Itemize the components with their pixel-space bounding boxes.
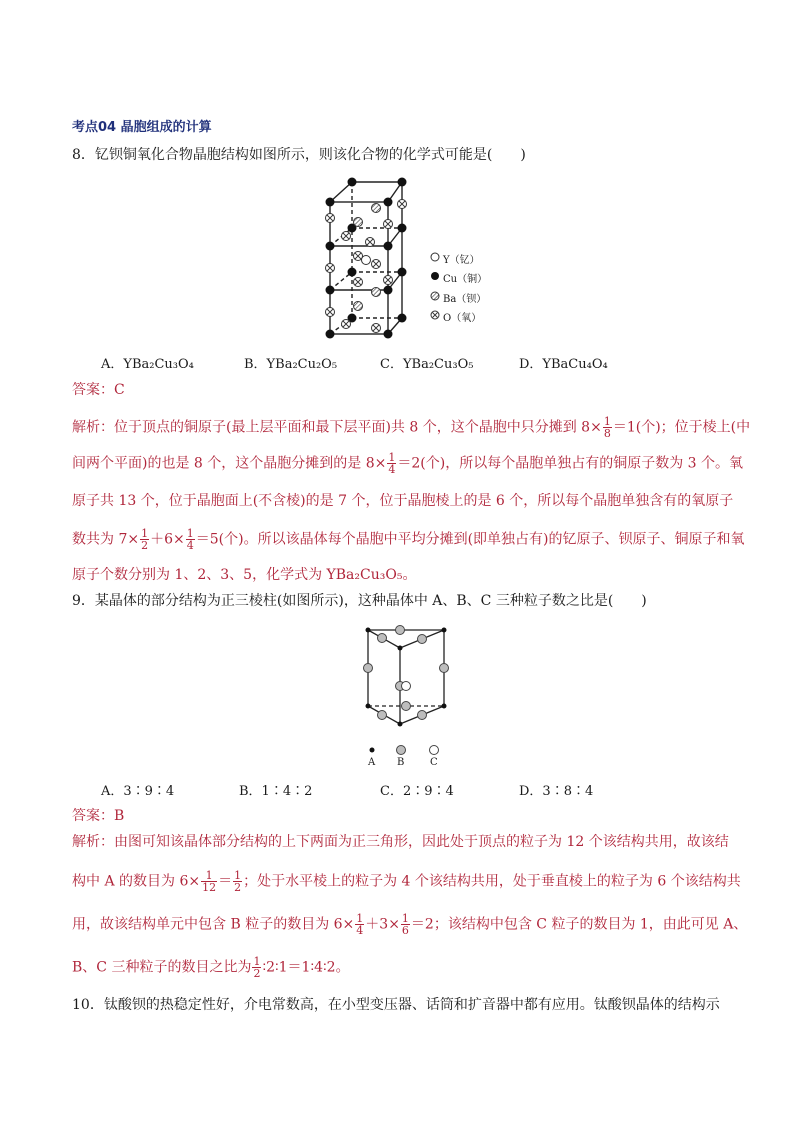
q9-legend-c: C xyxy=(430,757,438,768)
q8-analysis-text: ＝2(个)，所以每个晶胞单独占有的铜原子数为 3 个。氧 xyxy=(397,455,743,472)
q8-option-c: C．YBa₂Cu₃O₅ xyxy=(380,357,474,372)
q8-fraction-1-4 xyxy=(387,452,396,475)
q8-crystal-diagram xyxy=(318,172,418,344)
q9-analysis-text: ＋3× xyxy=(365,916,400,933)
q8-legend-cu: Cu（铜） xyxy=(443,274,488,285)
q9-analysis-line-4 xyxy=(72,956,350,979)
q8-legend-ba: Ba（钡） xyxy=(443,294,487,305)
fraction-numerator: 1 xyxy=(253,955,261,968)
q9-option-c: C．2∶9∶4 xyxy=(380,784,454,799)
q8-answer xyxy=(72,381,125,399)
q9-legend-b: B xyxy=(397,757,405,768)
fraction-numerator: 1 xyxy=(401,912,409,925)
q9-fraction-1-2 xyxy=(233,870,242,893)
q9-analysis-text: ∶2∶1＝1∶4∶2。 xyxy=(262,959,350,976)
fraction-denominator: 6 xyxy=(401,924,409,937)
q8-fraction-1-8 xyxy=(603,416,612,439)
q9-analysis-text: ＝ xyxy=(218,873,233,890)
q9-analysis-line-3 xyxy=(72,913,747,936)
q8-legend-icons xyxy=(428,250,442,322)
q9-stem: 9．某晶体的部分结构为正三棱柱(如图所示)，这种晶体中 A、B、C 三种粒子数之比是( ) xyxy=(72,593,647,609)
section-title: 考点04 晶胞组成的计算 xyxy=(72,120,212,135)
q9-fraction-1-4 xyxy=(355,913,364,936)
q9-answer-label: 答案： xyxy=(72,808,114,824)
q9-analysis-text: 构中 A 的数目为 6× xyxy=(72,873,201,890)
q9-answer-value: B xyxy=(114,808,125,824)
q9-legend-a: A xyxy=(368,757,376,768)
q9-analysis-text: ；处于水平棱上的粒子为 4 个该结构共用，处于垂直棱上的粒子为 6 个该结构共 xyxy=(243,873,741,890)
q8-analysis-text: ＝5(个)。所以该晶体每个晶胞中平均分摊到(即单独占有)的钇原子、钡原子、铜原子和氧 xyxy=(195,531,745,548)
fraction-denominator: 2 xyxy=(234,881,242,894)
fraction-numerator: 1 xyxy=(388,451,396,464)
q8-analysis-text: 解析：位于顶点的铜原子(最上层平面和最下层平面)共 8 个，这个晶胞中只分摊到 8× xyxy=(72,419,602,436)
q9-legend-icons xyxy=(365,743,445,757)
q9-analysis-text: 用，故该结构单元中包含 B 粒子的数目为 6× xyxy=(72,916,355,933)
q9-option-d: D．3∶8∶4 xyxy=(519,784,594,799)
q8-answer-label: 答案： xyxy=(72,382,114,398)
fraction-denominator: 4 xyxy=(388,463,396,476)
q8-analysis-line-2 xyxy=(72,452,743,475)
fraction-denominator: 2 xyxy=(253,967,261,980)
q8-analysis-line-5: 原子个数分别为 1、2、3、5，化学式为 YBa₂Cu₃O₅。 xyxy=(72,567,417,583)
q8-analysis-line-4 xyxy=(72,528,745,551)
q8-option-d: D．YBaCu₄O₄ xyxy=(519,357,608,372)
fraction-denominator: 2 xyxy=(141,539,149,552)
q9-prism-diagram xyxy=(360,624,452,734)
q8-fraction-1-2 xyxy=(140,528,149,551)
q8-option-a: A．YBa₂Cu₃O₄ xyxy=(101,357,194,372)
fraction-numerator: 1 xyxy=(141,527,149,540)
q8-option-b: B．YBa₂Cu₂O₅ xyxy=(244,357,338,372)
fraction-denominator: 12 xyxy=(202,881,217,894)
fraction-numerator: 1 xyxy=(234,869,242,882)
q9-option-a: A．3∶9∶4 xyxy=(101,784,175,799)
fraction-denominator: 4 xyxy=(356,924,364,937)
fraction-numerator: 1 xyxy=(201,870,217,882)
q8-analysis-line-1 xyxy=(72,416,750,439)
q9-analysis-line-2 xyxy=(72,870,741,893)
fraction-denominator: 4 xyxy=(186,539,194,552)
q8-analysis-line-3: 原子共 13 个，位于晶胞面上(不含棱)的是 7 个，位于晶胞棱上的是 6 个，所以每个晶胞单独含有的氧原子 xyxy=(72,493,734,509)
q8-analysis-text: 间两个平面)的也是 8 个，这个晶胞分摊到的是 8× xyxy=(72,455,387,472)
q9-fraction-1-6 xyxy=(401,913,410,936)
q8-analysis-text: ＋6× xyxy=(150,531,185,548)
q9-option-b: B．1∶4∶2 xyxy=(239,784,313,799)
q8-legend-y: Y（钇） xyxy=(443,255,480,266)
fraction-numerator: 1 xyxy=(186,527,194,540)
q8-legend-o: O（氧） xyxy=(443,313,482,324)
q8-stem: 8．钇钡铜氧化合物晶胞结构如图所示，则该化合物的化学式可能是( ) xyxy=(72,147,526,163)
q9-analysis-line-1: 解析：由图可知该晶体部分结构的上下两面为正三角形，因此处于顶点的粒子为 12 个该结构共用，故该结 xyxy=(72,834,729,850)
fraction-numerator: 1 xyxy=(603,415,611,428)
q8-analysis-text: 数共为 7× xyxy=(72,531,140,548)
q8-analysis-text: ＝1(个)；位于棱上(中 xyxy=(612,419,751,436)
q8-fraction-1-4b xyxy=(186,528,195,551)
q9-fraction-1-12 xyxy=(201,870,217,893)
q9-analysis-text: ＝2；该结构中包含 C 粒子的数目为 1，由此可见 A、 xyxy=(410,916,748,933)
q9-answer xyxy=(72,807,124,825)
fraction-denominator: 8 xyxy=(603,427,611,440)
q8-answer-value: C xyxy=(114,382,125,398)
q9-fraction-1-2b xyxy=(252,956,261,979)
q10-stem: 10．钛酸钡的热稳定性好，介电常数高，在小型变压器、话筒和扩音器中都有应用。钛酸钡晶体的结构示 xyxy=(72,997,720,1013)
q9-analysis-text: B、C 三种粒子的数目之比为 xyxy=(72,959,252,976)
fraction-numerator: 1 xyxy=(356,912,364,925)
